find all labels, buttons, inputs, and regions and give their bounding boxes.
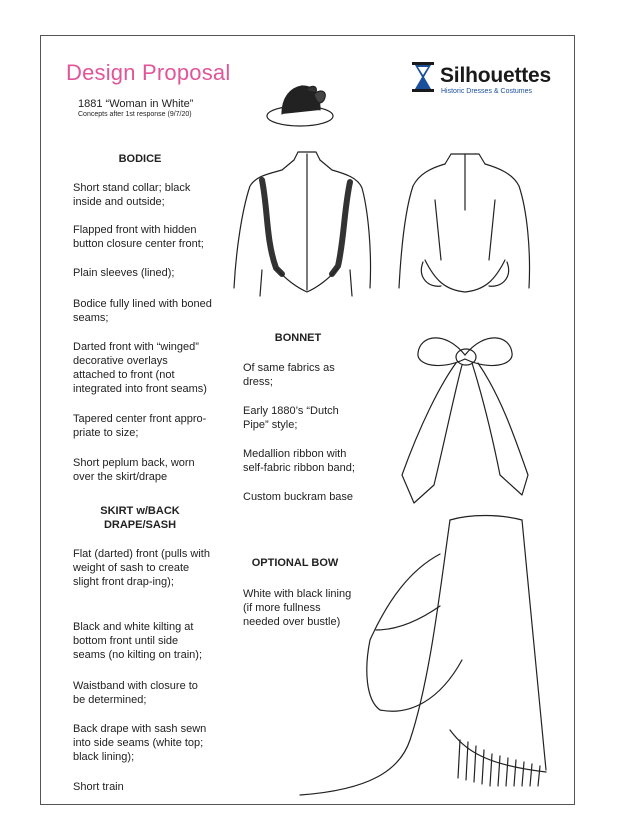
- skirt-item: Short train: [73, 781, 124, 793]
- page-subtitle: 1881 “Woman in White”: [78, 98, 194, 110]
- page-note: Concepts after 1st response (9/7/20): [78, 111, 192, 118]
- bodice-item: Plain sleeves (lined);: [73, 267, 175, 279]
- bonnet-heading: BONNET: [274, 332, 322, 344]
- bodice-back-sketch: [395, 150, 535, 300]
- bodice-item: Flapped front with hidden button closure center front;: [73, 224, 204, 250]
- bonnet-item: Of same fabrics as dress;: [243, 362, 335, 388]
- skirt-item: Flat (darted) front (pulls with weight of sash to create slight front drap-ing);: [73, 548, 210, 588]
- bodice-front-sketch: [232, 150, 382, 300]
- bow-heading: OPTIONAL BOW: [251, 557, 339, 569]
- bonnet-sketch: [262, 80, 342, 134]
- bonnet-item: Medallion ribbon with self-fabric ribbon band;: [243, 448, 355, 474]
- bonnet-item: Custom buckram base: [243, 491, 354, 503]
- skirt-item: Waistband with closure to be determined;: [73, 680, 198, 706]
- page-title: Design Proposal: [66, 60, 231, 85]
- bodice-item: Darted front with “winged” decorative overlays attached to front (not integrated into front seams): [73, 341, 207, 395]
- logo-tagline: Historic Dresses & Costumes: [441, 88, 533, 95]
- bodice-heading: BODICE: [118, 153, 162, 165]
- skirt-item: Back drape with sash sewn into side seams (white top; black lining);: [73, 723, 207, 763]
- bow-item: White with black lining (if more fullness needed over bustle): [243, 588, 352, 628]
- bonnet-item: Early 1880’s “Dutch Pipe” style;: [243, 405, 339, 431]
- skirt-heading: SKIRT w/BACK DRAPE/SASH: [100, 505, 180, 531]
- bodice-item: Bodice fully lined with boned seams;: [73, 298, 212, 324]
- bodice-item: Tapered center front appro-priate to size;: [73, 413, 207, 439]
- skirt-item: Black and white kilting at bottom front until side seams (no kilting on train);: [73, 621, 202, 661]
- bodice-item: Short peplum back, worn over the skirt/drape: [73, 457, 195, 483]
- logo-name: Silhouettes: [440, 64, 551, 87]
- skirt-sketch: [290, 510, 560, 800]
- hourglass-icon: [412, 62, 434, 97]
- bow-sketch: [390, 325, 540, 510]
- bodice-item: Short stand collar; black inside and outside;: [73, 182, 191, 208]
